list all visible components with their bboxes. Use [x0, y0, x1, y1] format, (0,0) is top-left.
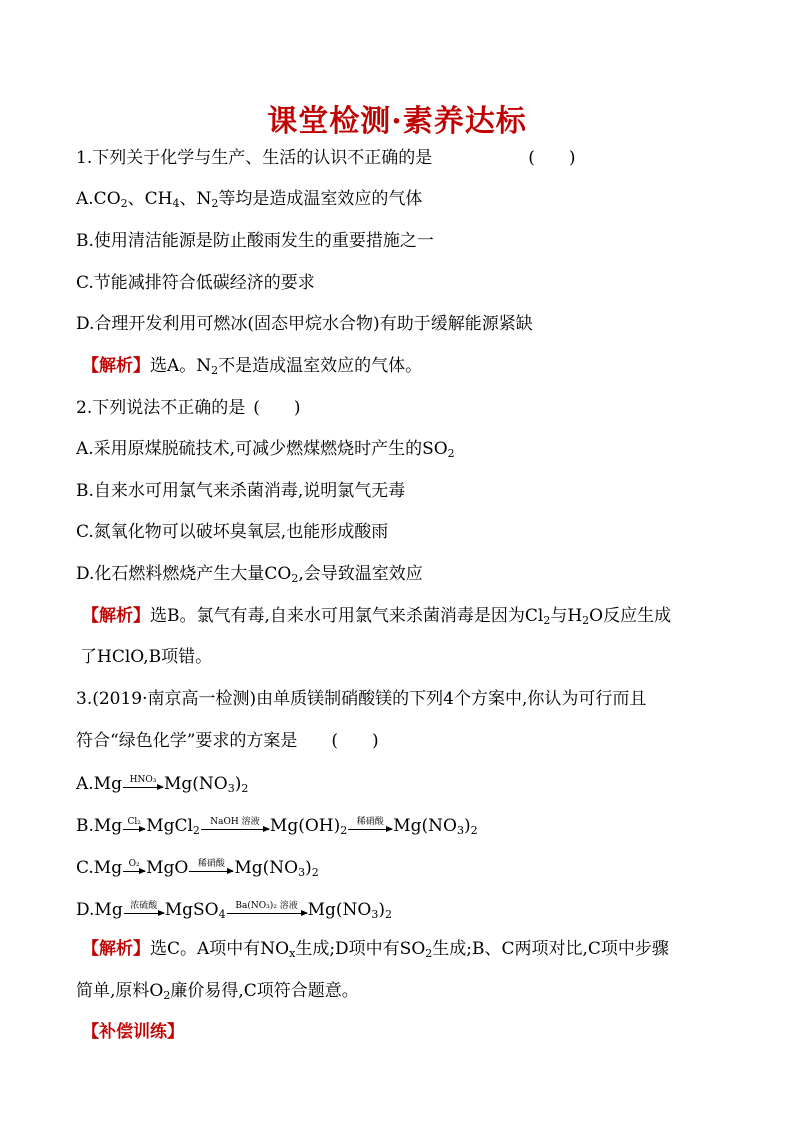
question-1-option-b: B.使用清洁能源是防止酸雨发生的重要措施之一	[76, 231, 434, 251]
answer-blank: ( )	[253, 398, 301, 418]
question-3-option-d: D.Mg 浓硫酸 MgSO$_4$ Ba(NO₃)₂ 溶液 $Mg(NO_3)_2$	[76, 900, 392, 921]
question-2-analysis: 【解析】选B。氯气有毒,自来水可用氯气来杀菌消毒是因为$Cl_2$与$H_2O$反应生成	[82, 606, 672, 627]
question-3-analysis: 【解析】选C。A项中有$NO_x$生成;D项中有$SO_2$生成;B、C两项对比,C项中步骤	[82, 939, 669, 960]
supplement-heading: 【补偿训练】	[82, 1022, 184, 1042]
question-3-stem-line1: 3.(2019·南京高一检测)由单质镁制硝酸镁的下列4个方案中,你认为可行而且	[76, 689, 647, 709]
question-2-option-a: A.采用原煤脱硫技术,可减少燃煤燃烧时产生的$SO_2$	[76, 439, 455, 460]
question-2-option-c: C.氮氧化物可以破坏臭氧层,也能形成酸雨	[76, 522, 389, 542]
question-3-stem-line2: 符合“绿色化学”要求的方案是 ( )	[76, 731, 379, 751]
question-2-option-d: D.化石燃料燃烧产生大量$CO_2$,会导致温室效应	[76, 564, 423, 585]
reaction-arrow: HNO₃	[123, 787, 163, 788]
question-3-option-c: C.Mg O₂ MgO 稀硝酸 $Mg(NO_3)_2$	[76, 858, 319, 879]
reaction-arrow: 浓硫酸	[124, 913, 164, 914]
analysis-label: 【解析】	[82, 606, 150, 626]
question-3-analysis-cont: 简单,原料$O_2$廉价易得,C项符合题意。	[76, 981, 359, 1002]
page-title: 课堂检测·素养达标	[267, 104, 527, 139]
question-1-option-a: $A.CO_2$、$CH_4$、$N_2$等均是造成温室效应的气体	[76, 189, 423, 210]
answer-blank: ( )	[528, 148, 576, 168]
reaction-arrow: O₂	[123, 871, 145, 872]
question-1-option-d: D.合理开发利用可燃冰(固态甲烷水合物)有助于缓解能源紧缺	[76, 314, 533, 334]
question-3-option-a: A.Mg HNO₃ $Mg(NO_3)_2$	[76, 774, 249, 795]
question-1-stem: 1.下列关于化学与生产、生活的认识不正确的是 ( )	[76, 148, 576, 168]
question-2-option-b: B.自来水可用氯气来杀菌消毒,说明氯气无毒	[76, 481, 406, 501]
analysis-label: 【解析】	[82, 356, 150, 376]
reaction-arrow: NaOH 溶液	[201, 829, 269, 830]
reaction-arrow: 稀硝酸	[348, 829, 392, 830]
answer-blank: ( )	[331, 731, 379, 751]
question-1-option-c: C.节能减排符合低碳经济的要求	[76, 273, 315, 293]
reaction-arrow: Ba(NO₃)₂ 溶液	[227, 913, 307, 914]
question-1-analysis: 【解析】选A。$N_2$不是造成温室效应的气体。	[82, 356, 423, 377]
reaction-arrow: 稀硝酸	[189, 871, 233, 872]
question-2-analysis-cont: 了HClO,B项错。	[80, 647, 213, 667]
question-2-stem: 2.下列说法不正确的是 ( )	[76, 398, 301, 418]
question-3-option-b: B.Mg Cl₂ MgCl$_2$ NaOH 溶液 $Mg(OH)_2$ 稀硝酸 $Mg(NO_3)_2$	[76, 816, 478, 837]
reaction-arrow: Cl₂	[123, 829, 145, 830]
analysis-label: 【解析】	[82, 939, 150, 959]
